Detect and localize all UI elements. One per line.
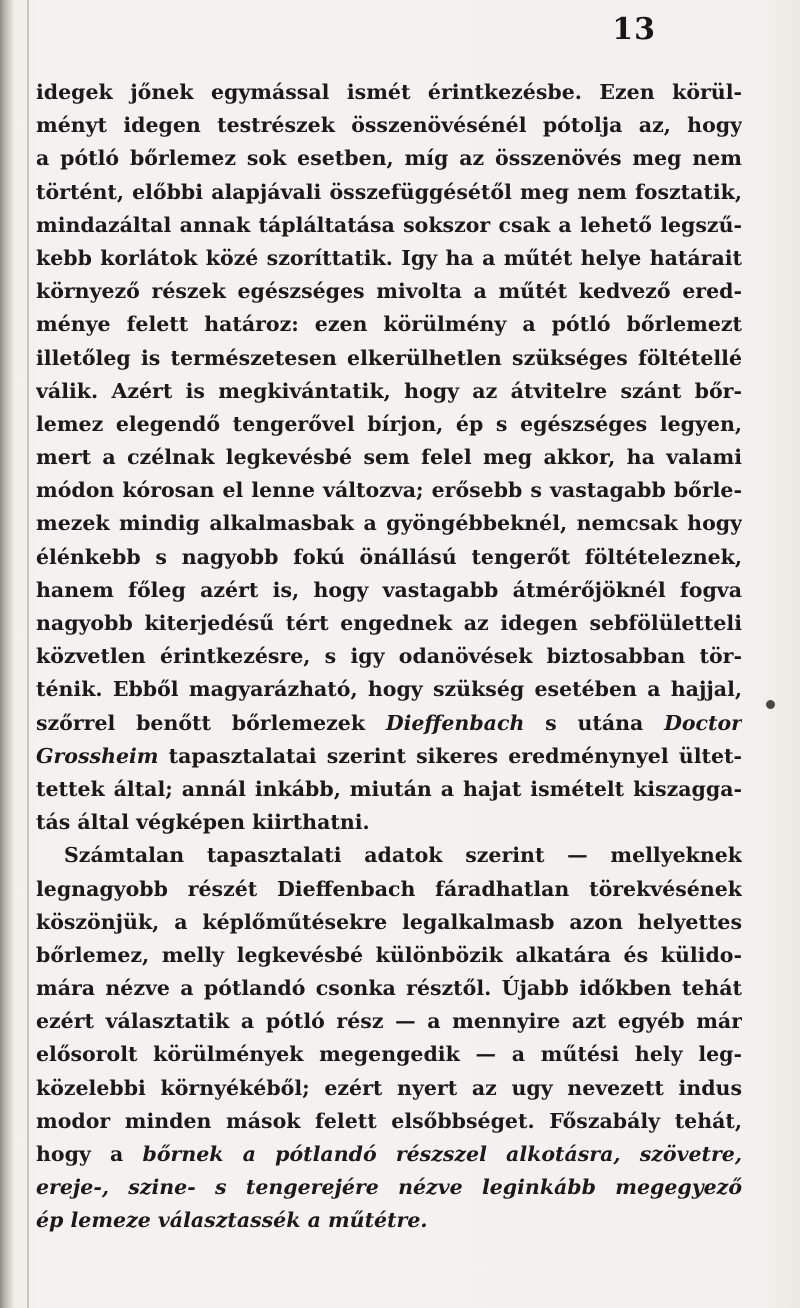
text-run: szőrrel benőtt bőrlemezek xyxy=(36,710,386,735)
page-gutter-shadow xyxy=(0,0,14,1308)
text-line: élénkebb s nagyobb fokú önállású tengerőt föltételeznek, xyxy=(36,544,742,569)
text-line: bőrlemez, melly legkevésbé különbözik alkatára és külido- xyxy=(36,942,742,967)
text-line: a pótló bőrlemez sok esetben, míg az összenövés meg nem xyxy=(36,146,742,171)
text-line: illetőleg is természetesen elkerülhetlen szükséges föltétellé xyxy=(36,345,742,370)
text-line: kebb korlátok közé szoríttatik. Igy ha a műtét helye határait xyxy=(36,245,742,270)
text-line: ezért választatik a pótló rész — a mennyire azt egyéb már xyxy=(36,1009,742,1034)
text-line-with-names xyxy=(36,740,742,773)
text-line: idegek jőnek egymással ismét érintkezésbe. Ezen körül- xyxy=(36,80,742,104)
text-line: nagyobb kiterjedésű tért engednek az idegen sebfölületteli xyxy=(36,611,742,635)
binding-edge xyxy=(27,0,29,1308)
text-run: tapasztalatai szerint sikeres eredménynyel ültet- xyxy=(158,743,742,768)
person-name: Dieffenbach xyxy=(385,710,525,735)
text-line: közvetlen érintkezésre, s igy odanövések biztosabban tör- xyxy=(36,644,742,669)
text-line: ményt idegen testrészek összenövésénél pótolja az, hogy xyxy=(36,113,742,138)
text-line: legnagyobb részét Dieffenbach fáradhatlan törekvésének xyxy=(36,876,742,901)
ink-spot xyxy=(766,700,775,709)
text-line: modor minden mások felett elsőbbséget. Főszabály tehát, xyxy=(36,1108,742,1133)
text-line: lemez elegendő tengerővel bírjon, ép s egészséges legyen, xyxy=(36,411,742,436)
person-name: Grossheim xyxy=(36,743,159,768)
text-line: hanem főleg azért is, hogy vastagabb átmérőjöknél fogva xyxy=(36,577,742,602)
emphasis-run: bőrnek a pótlandó részszel alkotásra, szövetre, xyxy=(142,1142,742,1166)
text-line-emphasis: ereje-, szine- s tengerejére nézve leginkább megegyező xyxy=(36,1175,742,1200)
text-line: köszönjük, a képlőműtésekre legalkalmasb azon helyettes xyxy=(36,909,742,934)
text-line: ténik. Ebből magyarázható, hogy szükség esetében a hajjal, xyxy=(36,677,742,702)
page-number: 13 xyxy=(612,12,656,47)
text-line: történt, előbbi alapjávali összefüggésétől meg nem fosztatik, xyxy=(36,179,742,204)
text-line: módon kórosan el lenne változva; erősebb s vastagabb bőrle- xyxy=(36,478,742,503)
text-line-emphasis xyxy=(36,1138,742,1171)
body-text xyxy=(36,76,742,1238)
text-line: mezek mindig alkalmasbak a gyöngébbeknél, nemcsak hogy xyxy=(36,511,742,536)
text-line: tettek által; annál inkább, miután a hajat ismételt kiszagga- xyxy=(36,776,742,801)
text-run: hogy a xyxy=(36,1142,143,1166)
paragraph-start-line: Számtalan tapasztalati adatok szerint — mellyeknek xyxy=(64,843,742,868)
text-line: közelebbi környékéből; ezért nyert az ugy nevezett indus xyxy=(36,1075,742,1100)
text-line-with-names xyxy=(36,707,742,740)
text-line: válik. Azért is megkivántatik, hogy az átvitelre szánt bőr- xyxy=(36,378,742,403)
text-run: s utána xyxy=(524,710,665,735)
text-line: elősorolt körülmények megengedik — a műtési hely leg- xyxy=(36,1042,742,1067)
text-line: mindazáltal annak tápláltatása sokszor csak a lehető legszű- xyxy=(36,212,742,237)
text-line: mert a czélnak legkevésbé sem felel meg akkor, ha valami xyxy=(36,445,742,470)
text-line: ménye felett határoz: ezen körülmény a pótló bőrlemezt xyxy=(36,312,742,337)
paragraph-end-line: tás által végképen kiirthatni. xyxy=(36,810,370,835)
text-line: környező részek egészséges mivolta a műtét kedvező ered- xyxy=(36,279,742,304)
text-line: mára nézve a pótlandó csonka résztől. Újabb időkben tehát xyxy=(36,976,742,1001)
paragraph-end-line: ép lemeze választassék a műtétre. xyxy=(36,1208,428,1233)
person-name: Doctor xyxy=(664,710,742,735)
